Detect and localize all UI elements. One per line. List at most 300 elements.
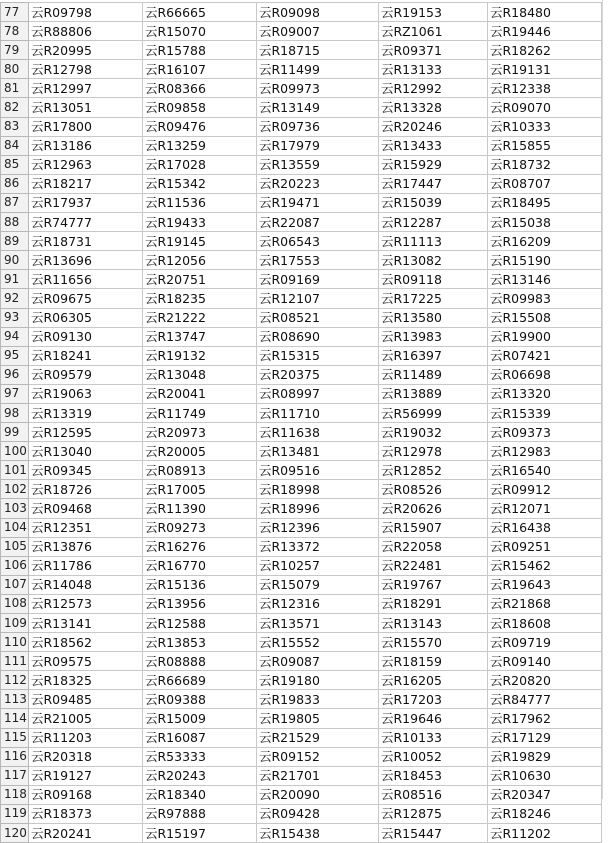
row-header[interactable]: 106 bbox=[1, 556, 29, 575]
cell[interactable]: 云R18235 bbox=[143, 289, 257, 308]
row-header[interactable]: 92 bbox=[1, 289, 29, 308]
row-header[interactable]: 81 bbox=[1, 79, 29, 98]
cell[interactable]: 云R19132 bbox=[143, 346, 257, 365]
cell[interactable]: 云R15447 bbox=[379, 824, 488, 843]
cell[interactable]: 云R18262 bbox=[488, 41, 602, 60]
cell[interactable]: 云R19145 bbox=[143, 232, 257, 251]
cell[interactable]: 云R12056 bbox=[143, 251, 257, 270]
cell[interactable]: 云R21701 bbox=[257, 766, 379, 785]
cell[interactable]: 云R09912 bbox=[488, 480, 602, 499]
cell[interactable]: 云R07421 bbox=[488, 346, 602, 365]
cell[interactable]: 云R09798 bbox=[29, 3, 143, 22]
cell[interactable]: 云R09973 bbox=[257, 79, 379, 98]
cell[interactable]: 云R66665 bbox=[143, 3, 257, 22]
cell[interactable]: 云R06305 bbox=[29, 308, 143, 327]
cell[interactable]: 云R18495 bbox=[488, 193, 602, 212]
cell[interactable]: 云R11638 bbox=[257, 423, 379, 442]
cell[interactable]: 云R20347 bbox=[488, 785, 602, 804]
cell[interactable]: 云R15508 bbox=[488, 308, 602, 327]
cell[interactable]: 云R11113 bbox=[379, 232, 488, 251]
cell[interactable]: 云R19433 bbox=[143, 213, 257, 232]
cell[interactable]: 云R19131 bbox=[488, 60, 602, 79]
cell[interactable]: 云R16205 bbox=[379, 671, 488, 690]
cell[interactable]: 云R12983 bbox=[488, 442, 602, 461]
cell[interactable]: 云R12107 bbox=[257, 289, 379, 308]
cell[interactable]: 云R13983 bbox=[379, 327, 488, 346]
cell[interactable]: 云R15339 bbox=[488, 403, 602, 422]
cell[interactable]: 云R22058 bbox=[379, 537, 488, 556]
cell[interactable]: 云R13571 bbox=[257, 614, 379, 633]
row-header[interactable]: 105 bbox=[1, 537, 29, 556]
cell[interactable]: 云R13186 bbox=[29, 136, 143, 155]
cell[interactable]: 云R18996 bbox=[257, 499, 379, 518]
cell[interactable]: 云R09152 bbox=[257, 747, 379, 766]
cell[interactable]: 云R15038 bbox=[488, 213, 602, 232]
row-header[interactable]: 85 bbox=[1, 155, 29, 174]
sheet-row bbox=[1, 652, 602, 671]
sheet-row bbox=[1, 518, 602, 537]
cell[interactable]: 云R09858 bbox=[143, 98, 257, 117]
cell[interactable]: 云R10257 bbox=[257, 556, 379, 575]
cell[interactable]: 云R09169 bbox=[257, 270, 379, 289]
cell[interactable]: 云R14048 bbox=[29, 575, 143, 594]
row-header[interactable]: 103 bbox=[1, 499, 29, 518]
cell[interactable]: 云R18562 bbox=[29, 633, 143, 652]
row-header[interactable]: 84 bbox=[1, 136, 29, 155]
cell[interactable]: 云R20243 bbox=[143, 766, 257, 785]
cell[interactable]: 云R12071 bbox=[488, 499, 602, 518]
cell[interactable]: 云R09485 bbox=[29, 690, 143, 709]
cell[interactable]: 云R09428 bbox=[257, 804, 379, 823]
cell[interactable]: 云R20318 bbox=[29, 747, 143, 766]
cell[interactable]: 云R10333 bbox=[488, 117, 602, 136]
sheet-row bbox=[1, 575, 602, 594]
cell[interactable]: 云R17129 bbox=[488, 728, 602, 747]
row-header[interactable]: 79 bbox=[1, 41, 29, 60]
cell[interactable]: 云R13051 bbox=[29, 98, 143, 117]
sheet-row bbox=[1, 709, 602, 728]
cell[interactable]: 云R15197 bbox=[143, 824, 257, 843]
sheet-row bbox=[1, 346, 602, 365]
row-header[interactable]: 96 bbox=[1, 365, 29, 384]
cell[interactable]: 云R09070 bbox=[488, 98, 602, 117]
cell[interactable]: 云R08913 bbox=[143, 461, 257, 480]
cell[interactable]: 云R20090 bbox=[257, 785, 379, 804]
cell[interactable]: 云R15079 bbox=[257, 575, 379, 594]
cell[interactable]: 云R13580 bbox=[379, 308, 488, 327]
sheet-row bbox=[1, 174, 602, 193]
cell[interactable]: 云R16107 bbox=[143, 60, 257, 79]
cell[interactable]: 云R11656 bbox=[29, 270, 143, 289]
cell[interactable]: 云R09736 bbox=[257, 117, 379, 136]
cell[interactable]: 云R12595 bbox=[29, 423, 143, 442]
cell[interactable]: 云R20820 bbox=[488, 671, 602, 690]
cell[interactable]: 云R19127 bbox=[29, 766, 143, 785]
cell[interactable]: 云R20241 bbox=[29, 824, 143, 843]
cell[interactable]: 云R21868 bbox=[488, 594, 602, 613]
row-header[interactable]: 108 bbox=[1, 594, 29, 613]
cell[interactable]: 云R18159 bbox=[379, 652, 488, 671]
sheet-row bbox=[1, 308, 602, 327]
cell[interactable]: 云R13956 bbox=[143, 594, 257, 613]
row-header[interactable]: 90 bbox=[1, 251, 29, 270]
cell[interactable]: 云R20246 bbox=[379, 117, 488, 136]
cell[interactable]: 云R09388 bbox=[143, 690, 257, 709]
row-header[interactable]: 119 bbox=[1, 804, 29, 823]
cell[interactable]: 云R16087 bbox=[143, 728, 257, 747]
cell[interactable]: 云R15315 bbox=[257, 346, 379, 365]
cell[interactable]: 云R09118 bbox=[379, 270, 488, 289]
sheet-row bbox=[1, 41, 602, 60]
cell[interactable]: 云R09575 bbox=[29, 652, 143, 671]
row-header[interactable]: 82 bbox=[1, 98, 29, 117]
cell[interactable]: 云R16540 bbox=[488, 461, 602, 480]
row-header[interactable]: 77 bbox=[1, 3, 29, 22]
cell[interactable]: 云R13040 bbox=[29, 442, 143, 461]
cell[interactable]: 云R13433 bbox=[379, 136, 488, 155]
cell[interactable]: 云R13320 bbox=[488, 384, 602, 403]
row-header[interactable]: 110 bbox=[1, 633, 29, 652]
cell[interactable]: 云R12852 bbox=[379, 461, 488, 480]
cell[interactable]: 云R15009 bbox=[143, 709, 257, 728]
sheet-row bbox=[1, 384, 602, 403]
cell[interactable]: 云R18608 bbox=[488, 614, 602, 633]
row-header[interactable]: 118 bbox=[1, 785, 29, 804]
cell[interactable]: 云R18732 bbox=[488, 155, 602, 174]
cell[interactable]: 云R12875 bbox=[379, 804, 488, 823]
cell[interactable]: 云R15190 bbox=[488, 251, 602, 270]
sheet-row bbox=[1, 365, 602, 384]
cell[interactable]: 云R20751 bbox=[143, 270, 257, 289]
row-header[interactable]: 88 bbox=[1, 213, 29, 232]
cell[interactable]: 云R66689 bbox=[143, 671, 257, 690]
cell[interactable]: 云R13696 bbox=[29, 251, 143, 270]
sheet-row bbox=[1, 594, 602, 613]
cell[interactable]: 云R10133 bbox=[379, 728, 488, 747]
row-header[interactable]: 113 bbox=[1, 690, 29, 709]
cell[interactable]: 云R08366 bbox=[143, 79, 257, 98]
sheet-row bbox=[1, 155, 602, 174]
cell[interactable]: 云R09675 bbox=[29, 289, 143, 308]
cell[interactable]: 云R17028 bbox=[143, 155, 257, 174]
cell[interactable]: 云R19153 bbox=[379, 3, 488, 22]
row-header[interactable]: 100 bbox=[1, 442, 29, 461]
sheet-row bbox=[1, 117, 602, 136]
cell[interactable]: 云R08521 bbox=[257, 308, 379, 327]
cell[interactable]: 云R12992 bbox=[379, 79, 488, 98]
row-header[interactable]: 109 bbox=[1, 614, 29, 633]
sheet-row bbox=[1, 556, 602, 575]
cell[interactable]: 云R15039 bbox=[379, 193, 488, 212]
cell[interactable]: 云R53333 bbox=[143, 747, 257, 766]
cell[interactable]: 云R18480 bbox=[488, 3, 602, 22]
cell[interactable]: 云R15552 bbox=[257, 633, 379, 652]
cell[interactable]: 云RZ1061 bbox=[379, 22, 488, 41]
cell[interactable]: 云R20223 bbox=[257, 174, 379, 193]
cell[interactable]: 云R17800 bbox=[29, 117, 143, 136]
row-header[interactable]: 114 bbox=[1, 709, 29, 728]
sheet-row bbox=[1, 403, 602, 422]
cell[interactable]: 云R13048 bbox=[143, 365, 257, 384]
cell[interactable]: 云R09345 bbox=[29, 461, 143, 480]
cell[interactable]: 云R13146 bbox=[488, 270, 602, 289]
sheet-row bbox=[1, 633, 602, 652]
cell[interactable]: 云R09476 bbox=[143, 117, 257, 136]
sheet-row bbox=[1, 270, 602, 289]
cell[interactable]: 云R12997 bbox=[29, 79, 143, 98]
cell[interactable]: 云R13141 bbox=[29, 614, 143, 633]
cell[interactable]: 云R17447 bbox=[379, 174, 488, 193]
cell[interactable]: 云R56999 bbox=[379, 403, 488, 422]
row-header[interactable]: 101 bbox=[1, 461, 29, 480]
cell[interactable]: 云R12978 bbox=[379, 442, 488, 461]
sheet-row bbox=[1, 423, 602, 442]
row-header[interactable]: 93 bbox=[1, 308, 29, 327]
row-header[interactable]: 104 bbox=[1, 518, 29, 537]
row-header[interactable]: 91 bbox=[1, 270, 29, 289]
cell[interactable]: 云R18715 bbox=[257, 41, 379, 60]
row-header[interactable]: 95 bbox=[1, 346, 29, 365]
cell[interactable]: 云R18325 bbox=[29, 671, 143, 690]
row-header[interactable]: 86 bbox=[1, 174, 29, 193]
cell[interactable]: 云R18217 bbox=[29, 174, 143, 193]
sheet-row bbox=[1, 193, 602, 212]
sheet-row bbox=[1, 79, 602, 98]
cell[interactable]: 云R97888 bbox=[143, 804, 257, 823]
cell[interactable]: 云R11536 bbox=[143, 193, 257, 212]
cell[interactable]: 云R13082 bbox=[379, 251, 488, 270]
row-header[interactable]: 89 bbox=[1, 232, 29, 251]
cell[interactable]: 云R09371 bbox=[379, 41, 488, 60]
cell[interactable]: 云R12316 bbox=[257, 594, 379, 613]
cell[interactable]: 云R13328 bbox=[379, 98, 488, 117]
cell[interactable]: 云R09087 bbox=[257, 652, 379, 671]
cell[interactable]: 云R09468 bbox=[29, 499, 143, 518]
cell[interactable]: 云R19180 bbox=[257, 671, 379, 690]
cell[interactable]: 云R21005 bbox=[29, 709, 143, 728]
cell[interactable]: 云R17203 bbox=[379, 690, 488, 709]
sheet-row bbox=[1, 785, 602, 804]
cell[interactable]: 云R20973 bbox=[143, 423, 257, 442]
row-header[interactable]: 111 bbox=[1, 652, 29, 671]
cell[interactable]: 云R84777 bbox=[488, 690, 602, 709]
cell[interactable]: 云R08997 bbox=[257, 384, 379, 403]
cell[interactable]: 云R17962 bbox=[488, 709, 602, 728]
cell[interactable]: 云R21529 bbox=[257, 728, 379, 747]
cell[interactable]: 云R09251 bbox=[488, 537, 602, 556]
cell[interactable]: 云R13319 bbox=[29, 403, 143, 422]
cell[interactable]: 云R08526 bbox=[379, 480, 488, 499]
sheet-row bbox=[1, 3, 602, 22]
cell[interactable]: 云R19446 bbox=[488, 22, 602, 41]
cell[interactable]: 云R19643 bbox=[488, 575, 602, 594]
row-header[interactable]: 94 bbox=[1, 327, 29, 346]
row-header[interactable]: 97 bbox=[1, 384, 29, 403]
cell[interactable]: 云R13149 bbox=[257, 98, 379, 117]
sheet-row bbox=[1, 824, 602, 843]
cell[interactable]: 云R13372 bbox=[257, 537, 379, 556]
cell[interactable]: 云R19833 bbox=[257, 690, 379, 709]
cell[interactable]: 云R19032 bbox=[379, 423, 488, 442]
row-header[interactable]: 117 bbox=[1, 766, 29, 785]
cell[interactable]: 云R09007 bbox=[257, 22, 379, 41]
sheet-row bbox=[1, 289, 602, 308]
cell[interactable]: 云R19900 bbox=[488, 327, 602, 346]
cell[interactable]: 云R11749 bbox=[143, 403, 257, 422]
cell[interactable]: 云R09516 bbox=[257, 461, 379, 480]
row-header[interactable]: 98 bbox=[1, 403, 29, 422]
sheet-row bbox=[1, 60, 602, 79]
cell[interactable]: 云R20041 bbox=[143, 384, 257, 403]
cell[interactable]: 云R12287 bbox=[379, 213, 488, 232]
cell[interactable]: 云R11786 bbox=[29, 556, 143, 575]
row-header[interactable]: 99 bbox=[1, 423, 29, 442]
cell[interactable]: 云R20626 bbox=[379, 499, 488, 518]
cell[interactable]: 云R11203 bbox=[29, 728, 143, 747]
cell[interactable]: 云R11489 bbox=[379, 365, 488, 384]
cell[interactable]: 云R18731 bbox=[29, 232, 143, 251]
cell[interactable]: 云R15342 bbox=[143, 174, 257, 193]
cell[interactable]: 云R18453 bbox=[379, 766, 488, 785]
row-header[interactable]: 87 bbox=[1, 193, 29, 212]
spreadsheet-body bbox=[1, 3, 602, 843]
cell[interactable]: 云R13259 bbox=[143, 136, 257, 155]
cell[interactable]: 云R08888 bbox=[143, 652, 257, 671]
cell[interactable]: 云R09579 bbox=[29, 365, 143, 384]
cell[interactable]: 云R19829 bbox=[488, 747, 602, 766]
cell[interactable]: 云R13143 bbox=[379, 614, 488, 633]
cell[interactable]: 云R15570 bbox=[379, 633, 488, 652]
cell[interactable]: 云R20005 bbox=[143, 442, 257, 461]
cell[interactable]: 云R19646 bbox=[379, 709, 488, 728]
cell[interactable]: 云R09130 bbox=[29, 327, 143, 346]
cell[interactable]: 云R19471 bbox=[257, 193, 379, 212]
cell[interactable]: 云R13559 bbox=[257, 155, 379, 174]
cell[interactable]: 云R20995 bbox=[29, 41, 143, 60]
cell[interactable]: 云R19767 bbox=[379, 575, 488, 594]
cell[interactable]: 云R12588 bbox=[143, 614, 257, 633]
cell[interactable]: 云R09719 bbox=[488, 633, 602, 652]
cell[interactable]: 云R22087 bbox=[257, 213, 379, 232]
cell[interactable]: 云R12963 bbox=[29, 155, 143, 174]
sheet-row bbox=[1, 213, 602, 232]
row-header[interactable]: 102 bbox=[1, 480, 29, 499]
cell[interactable]: 云R09098 bbox=[257, 3, 379, 22]
cell[interactable]: 云R13747 bbox=[143, 327, 257, 346]
cell[interactable]: 云R12396 bbox=[257, 518, 379, 537]
row-header[interactable]: 116 bbox=[1, 747, 29, 766]
cell[interactable]: 云R08707 bbox=[488, 174, 602, 193]
cell[interactable]: 云R15462 bbox=[488, 556, 602, 575]
cell[interactable]: 云R18246 bbox=[488, 804, 602, 823]
row-header[interactable]: 78 bbox=[1, 22, 29, 41]
cell[interactable]: 云R18726 bbox=[29, 480, 143, 499]
cell[interactable]: 云R18340 bbox=[143, 785, 257, 804]
row-header[interactable]: 80 bbox=[1, 60, 29, 79]
sheet-row bbox=[1, 671, 602, 690]
cell[interactable]: 云R16397 bbox=[379, 346, 488, 365]
cell[interactable]: 云R10630 bbox=[488, 766, 602, 785]
sheet-row bbox=[1, 728, 602, 747]
sheet-row bbox=[1, 327, 602, 346]
cell[interactable]: 云R22481 bbox=[379, 556, 488, 575]
cell[interactable]: 云R09983 bbox=[488, 289, 602, 308]
cell[interactable]: 云R13853 bbox=[143, 633, 257, 652]
cell[interactable]: 云R12351 bbox=[29, 518, 143, 537]
cell[interactable]: 云R17005 bbox=[143, 480, 257, 499]
cell[interactable]: 云R16276 bbox=[143, 537, 257, 556]
row-header[interactable]: 120 bbox=[1, 824, 29, 843]
sheet-row bbox=[1, 461, 602, 480]
cell[interactable]: 云R18241 bbox=[29, 346, 143, 365]
cell[interactable]: 云R12573 bbox=[29, 594, 143, 613]
cell[interactable]: 云R15438 bbox=[257, 824, 379, 843]
cell[interactable]: 云R11710 bbox=[257, 403, 379, 422]
cell[interactable]: 云R17225 bbox=[379, 289, 488, 308]
cell[interactable]: 云R09140 bbox=[488, 652, 602, 671]
row-header[interactable]: 107 bbox=[1, 575, 29, 594]
cell[interactable]: 云R13481 bbox=[257, 442, 379, 461]
sheet-row bbox=[1, 690, 602, 709]
cell[interactable]: 云R08690 bbox=[257, 327, 379, 346]
cell[interactable]: 云R15070 bbox=[143, 22, 257, 41]
cell[interactable]: 云R20375 bbox=[257, 365, 379, 384]
cell[interactable]: 云R17937 bbox=[29, 193, 143, 212]
cell[interactable]: 云R74777 bbox=[29, 213, 143, 232]
sheet-row bbox=[1, 614, 602, 633]
cell[interactable]: 云R18998 bbox=[257, 480, 379, 499]
cell[interactable]: 云R13876 bbox=[29, 537, 143, 556]
cell[interactable]: 云R11202 bbox=[488, 824, 602, 843]
cell[interactable]: 云R19063 bbox=[29, 384, 143, 403]
cell[interactable]: 云R11499 bbox=[257, 60, 379, 79]
cell[interactable]: 云R09168 bbox=[29, 785, 143, 804]
cell[interactable]: 云R88806 bbox=[29, 22, 143, 41]
cell[interactable]: 云R15136 bbox=[143, 575, 257, 594]
sheet-row bbox=[1, 442, 602, 461]
cell[interactable]: 云R09373 bbox=[488, 423, 602, 442]
cell[interactable]: 云R12798 bbox=[29, 60, 143, 79]
cell[interactable]: 云R06698 bbox=[488, 365, 602, 384]
cell[interactable]: 云R13133 bbox=[379, 60, 488, 79]
cell[interactable]: 云R15929 bbox=[379, 155, 488, 174]
cell[interactable]: 云R17979 bbox=[257, 136, 379, 155]
cell[interactable]: 云R13889 bbox=[379, 384, 488, 403]
cell[interactable]: 云R10052 bbox=[379, 747, 488, 766]
cell[interactable]: 云R15788 bbox=[143, 41, 257, 60]
cell[interactable]: 云R06543 bbox=[257, 232, 379, 251]
sheet-right-edge bbox=[602, 0, 615, 799]
cell[interactable]: 云R18291 bbox=[379, 594, 488, 613]
sheet-row bbox=[1, 537, 602, 556]
cell[interactable]: 云R17553 bbox=[257, 251, 379, 270]
cell[interactable]: 云R16438 bbox=[488, 518, 602, 537]
cell[interactable]: 云R21222 bbox=[143, 308, 257, 327]
cell[interactable]: 云R18373 bbox=[29, 804, 143, 823]
cell[interactable]: 云R09273 bbox=[143, 518, 257, 537]
row-header[interactable]: 115 bbox=[1, 728, 29, 747]
cell[interactable]: 云R15907 bbox=[379, 518, 488, 537]
cell[interactable]: 云R16209 bbox=[488, 232, 602, 251]
cell[interactable]: 云R16770 bbox=[143, 556, 257, 575]
cell[interactable]: 云R12338 bbox=[488, 79, 602, 98]
row-header[interactable]: 112 bbox=[1, 671, 29, 690]
cell[interactable]: 云R08516 bbox=[379, 785, 488, 804]
cell[interactable]: 云R15855 bbox=[488, 136, 602, 155]
row-header[interactable]: 83 bbox=[1, 117, 29, 136]
cell[interactable]: 云R11390 bbox=[143, 499, 257, 518]
cell[interactable]: 云R19805 bbox=[257, 709, 379, 728]
